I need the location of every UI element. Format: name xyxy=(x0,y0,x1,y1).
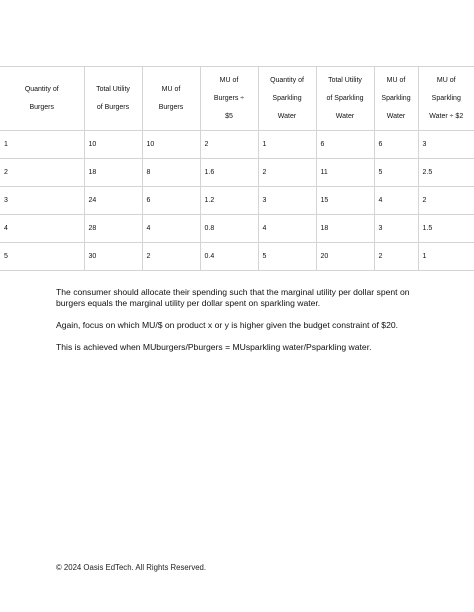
table-cell: 18 xyxy=(316,215,374,243)
table-header-row xyxy=(0,67,474,131)
header-line: Water xyxy=(335,112,355,120)
table-cell: 15 xyxy=(316,187,374,215)
header-line: Total Utility xyxy=(328,76,362,84)
table-row xyxy=(0,131,474,159)
table-cell: 4 xyxy=(0,215,84,243)
col-header-mu-burgers xyxy=(142,67,200,131)
table-cell: 20 xyxy=(316,243,374,271)
table-cell: 1 xyxy=(0,131,84,159)
table-cell: 1.2 xyxy=(200,187,258,215)
header-line: Burgers xyxy=(158,103,184,111)
header-line: Water xyxy=(277,112,297,120)
table-cell: 3 xyxy=(258,187,316,215)
utility-table xyxy=(0,66,474,271)
table-cell: 6 xyxy=(374,131,418,159)
col-header-mu-water xyxy=(374,67,418,131)
col-header-mu-per-dollar-burgers xyxy=(200,67,258,131)
header-line: MU of xyxy=(219,76,239,84)
col-header-total-utility-burgers xyxy=(84,67,142,131)
header-line: Water ÷ $2 xyxy=(429,112,464,120)
table-cell: 6 xyxy=(142,187,200,215)
table-cell: 0.8 xyxy=(200,215,258,243)
table-cell: 5 xyxy=(0,243,84,271)
header-line: Quantity of xyxy=(24,85,59,93)
explanation-text xyxy=(56,287,416,364)
col-header-quantity-burgers xyxy=(0,67,84,131)
table-cell: 1 xyxy=(258,131,316,159)
table-cell: 2 xyxy=(200,131,258,159)
table-cell: 3 xyxy=(374,215,418,243)
table-cell: 2.5 xyxy=(418,159,474,187)
table-cell: 3 xyxy=(418,131,474,159)
table-cell: 1 xyxy=(418,243,474,271)
table-row xyxy=(0,215,474,243)
table-cell: 2 xyxy=(0,159,84,187)
table-cell: 3 xyxy=(0,187,84,215)
table-cell: 1.6 xyxy=(200,159,258,187)
explanation-paragraph: This is achieved when MUburgers/Pburgers = MUsparkling water/Psparkling water. xyxy=(56,342,372,352)
copyright-footer: © 2024 Oasis EdTech. All Rights Reserved. xyxy=(56,563,207,572)
header-line: Total Utility xyxy=(96,85,130,93)
table-cell: 11 xyxy=(316,159,374,187)
table-cell: 4 xyxy=(258,215,316,243)
header-line: MU of xyxy=(386,76,406,84)
table-row xyxy=(0,243,474,271)
table-cell: 24 xyxy=(84,187,142,215)
table-cell: 1.5 xyxy=(418,215,474,243)
header-line: Burgers xyxy=(29,103,54,111)
header-line: Sparkling xyxy=(272,94,302,102)
table-cell: 8 xyxy=(142,159,200,187)
table-cell: 30 xyxy=(84,243,142,271)
header-line: MU of xyxy=(161,85,181,93)
table-cell: 0.4 xyxy=(200,243,258,271)
table-cell: 5 xyxy=(374,159,418,187)
table-cell: 5 xyxy=(258,243,316,271)
table-cell: 6 xyxy=(316,131,374,159)
col-header-total-utility-water xyxy=(316,67,374,131)
header-line: Quantity of xyxy=(270,76,304,84)
table-cell: 2 xyxy=(374,243,418,271)
utility-table-container xyxy=(0,66,474,271)
col-header-quantity-water xyxy=(258,67,316,131)
explanation-paragraph: Again, focus on which MU/$ on product x or y is higher given the budget constraint of $20. xyxy=(56,320,399,330)
table-cell: 4 xyxy=(374,187,418,215)
table-cell: 2 xyxy=(258,159,316,187)
table-cell: 4 xyxy=(142,215,200,243)
table-row xyxy=(0,187,474,215)
header-line: of Sparkling xyxy=(326,94,364,102)
header-line: of Burgers xyxy=(96,103,130,111)
header-line: Sparkling xyxy=(431,94,461,102)
table-row xyxy=(0,159,474,187)
header-line: MU of xyxy=(436,76,456,84)
col-header-mu-per-dollar-water xyxy=(418,67,474,131)
table-cell: 2 xyxy=(418,187,474,215)
table-cell: 2 xyxy=(142,243,200,271)
header-line: Sparkling xyxy=(381,94,411,102)
table-cell: 18 xyxy=(84,159,142,187)
table-cell: 28 xyxy=(84,215,142,243)
header-line: Burgers ÷ xyxy=(213,94,245,102)
explanation-paragraph: The consumer should allocate their spending such that the marginal utility per dollar spent on burgers equals the marginal utility per dollar spent on sparkling water. xyxy=(56,287,410,308)
header-line: $5 xyxy=(225,112,233,120)
table-cell: 10 xyxy=(84,131,142,159)
table-cell: 10 xyxy=(142,131,200,159)
header-line: Water xyxy=(386,112,406,120)
